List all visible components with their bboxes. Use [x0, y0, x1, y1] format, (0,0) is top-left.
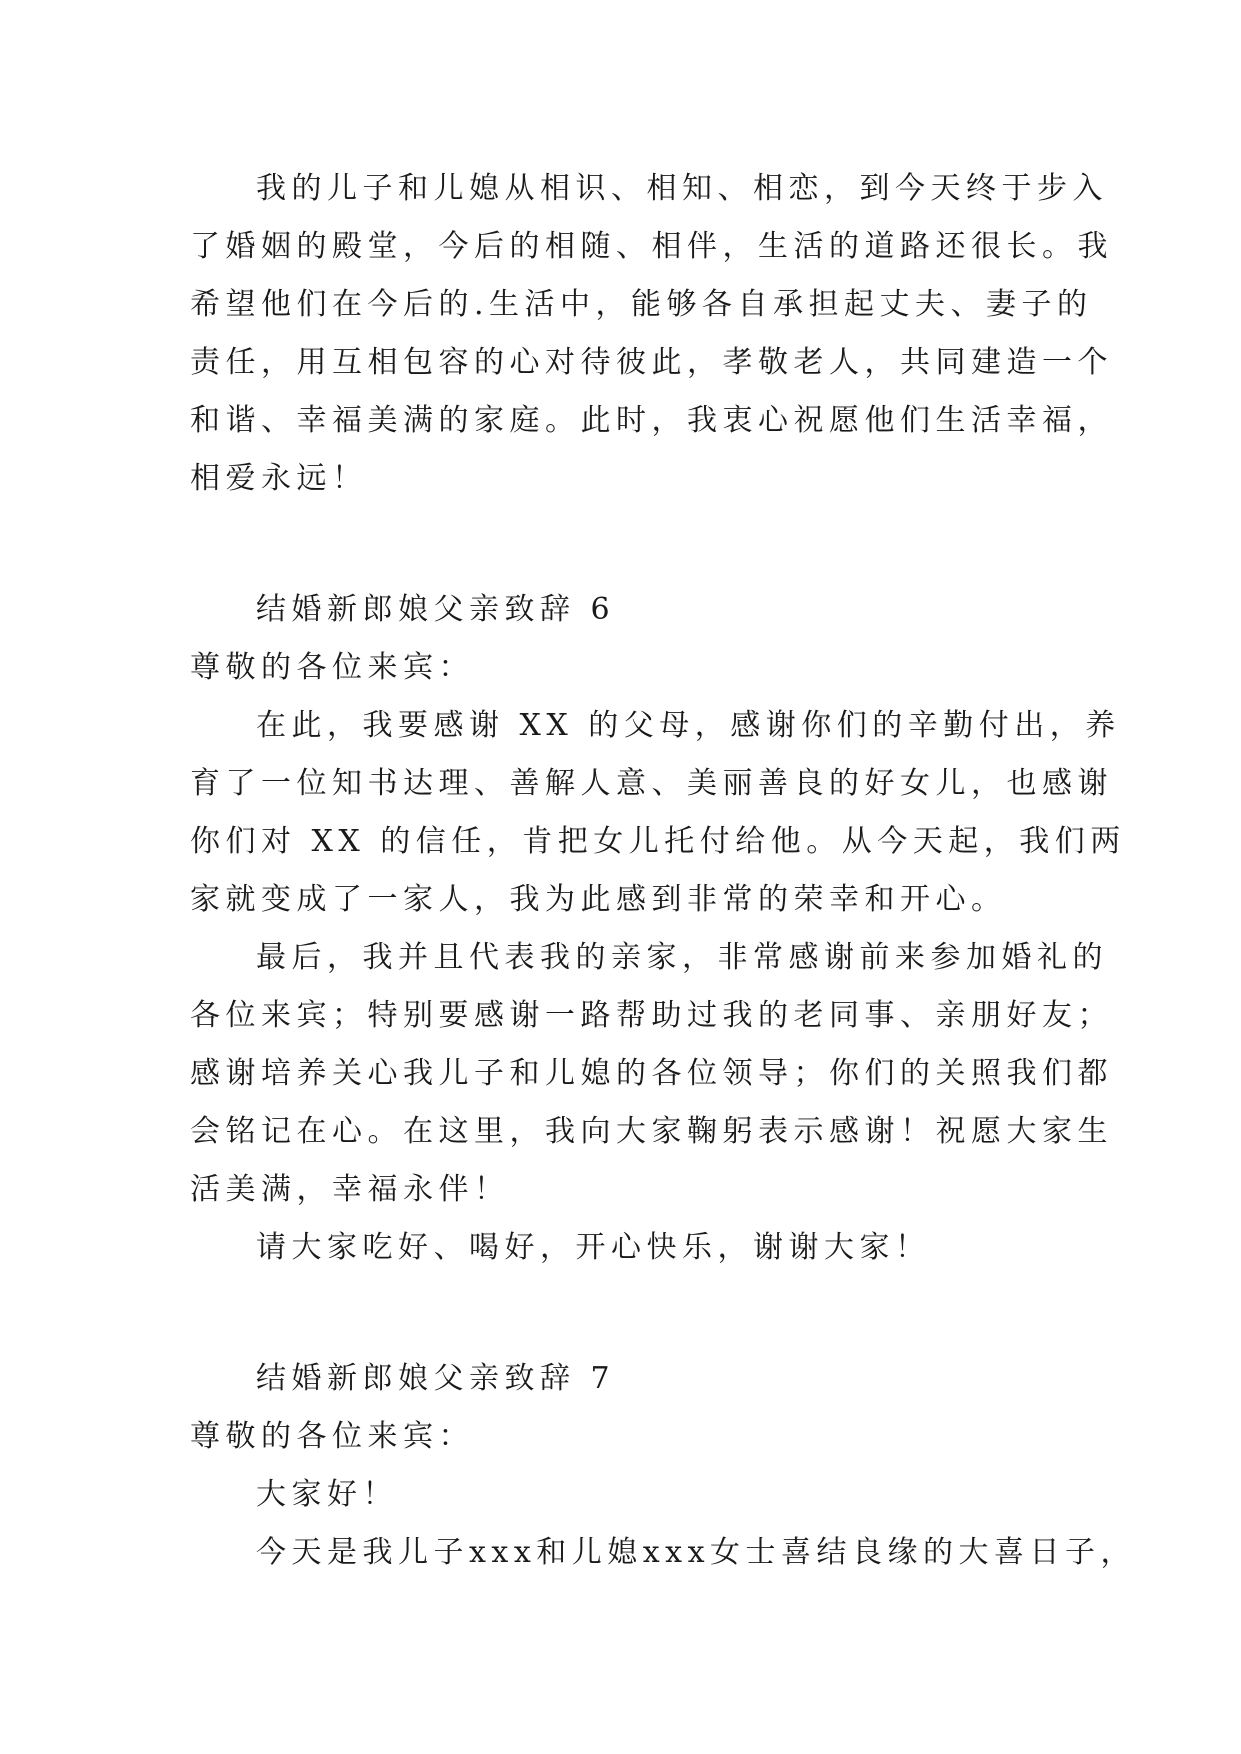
text-line: 和谐、幸福美满的家庭。此时，我衷心祝愿他们生活幸福， [190, 403, 1113, 438]
text-line: 你们对 XX 的信任，肯把女儿托付给他。从今天起，我们两 [190, 824, 1126, 859]
text-line: 最后，我并且代表我的亲家，非常感谢前来参加婚礼的 [256, 940, 1108, 975]
text-line: 今天是我儿子xxx和儿媳xxx女士喜结良缘的大喜日子， [256, 1535, 1137, 1570]
section-gap [190, 508, 1058, 581]
text-line: 我的儿子和儿媳从相识、相知、相恋，到今天终于步入 [256, 171, 1108, 206]
text-line: 在此，我要感谢 XX 的父母，感谢你们的辛勤付出，养 [256, 708, 1121, 743]
text-line: 活美满，幸福永伴！ [190, 1172, 510, 1207]
section-5-paragraph [190, 160, 1113, 508]
section-6-paragraph-3 [190, 1219, 1058, 1277]
text-line: 家就变成了一家人，我为此感到非常的荣幸和开心。 [190, 882, 1007, 917]
section-title: 结婚新郎娘父亲致辞 7 [256, 1361, 616, 1396]
text-line: 请大家吃好、喝好，开心快乐，谢谢大家！ [256, 1230, 931, 1265]
text-line: 各位来宾；特别要感谢一路帮助过我的老同事、亲朋好友； [190, 998, 1113, 1033]
text-line: 相爱永远！ [190, 461, 368, 496]
text-line: 希望他们在今后的.生活中，能够各自承担起丈夫、妻子的 [190, 287, 1093, 322]
document-body [190, 160, 1137, 1582]
section-6-paragraph-2 [190, 929, 1113, 1219]
text-line: 会铭记在心。在这里，我向大家鞠躬表示感谢！祝愿大家生 [190, 1114, 1113, 1149]
section-6 [190, 581, 1126, 1277]
section-7-paragraph-1 [190, 1524, 1137, 1582]
section-7 [190, 1350, 1137, 1582]
text-line: 了婚姻的殿堂，今后的相随、相伴，生活的道路还很长。我 [190, 229, 1113, 264]
section-title: 结婚新郎娘父亲致辞 6 [256, 592, 616, 627]
text-line: 感谢培养关心我儿子和儿媳的各位领导；你们的关照我们都 [190, 1056, 1113, 1091]
text-line: 育了一位知书达理、善解人意、美丽善良的好女儿，也感谢 [190, 766, 1113, 801]
text-line: 责任，用互相包容的心对待彼此，孝敬老人，共同建造一个 [190, 345, 1113, 380]
section-gap [190, 1277, 1058, 1350]
greeting: 大家好！ [256, 1477, 398, 1512]
salutation: 尊敬的各位来宾： [190, 1419, 474, 1454]
section-6-paragraph-1 [190, 697, 1126, 929]
salutation: 尊敬的各位来宾： [190, 650, 474, 685]
